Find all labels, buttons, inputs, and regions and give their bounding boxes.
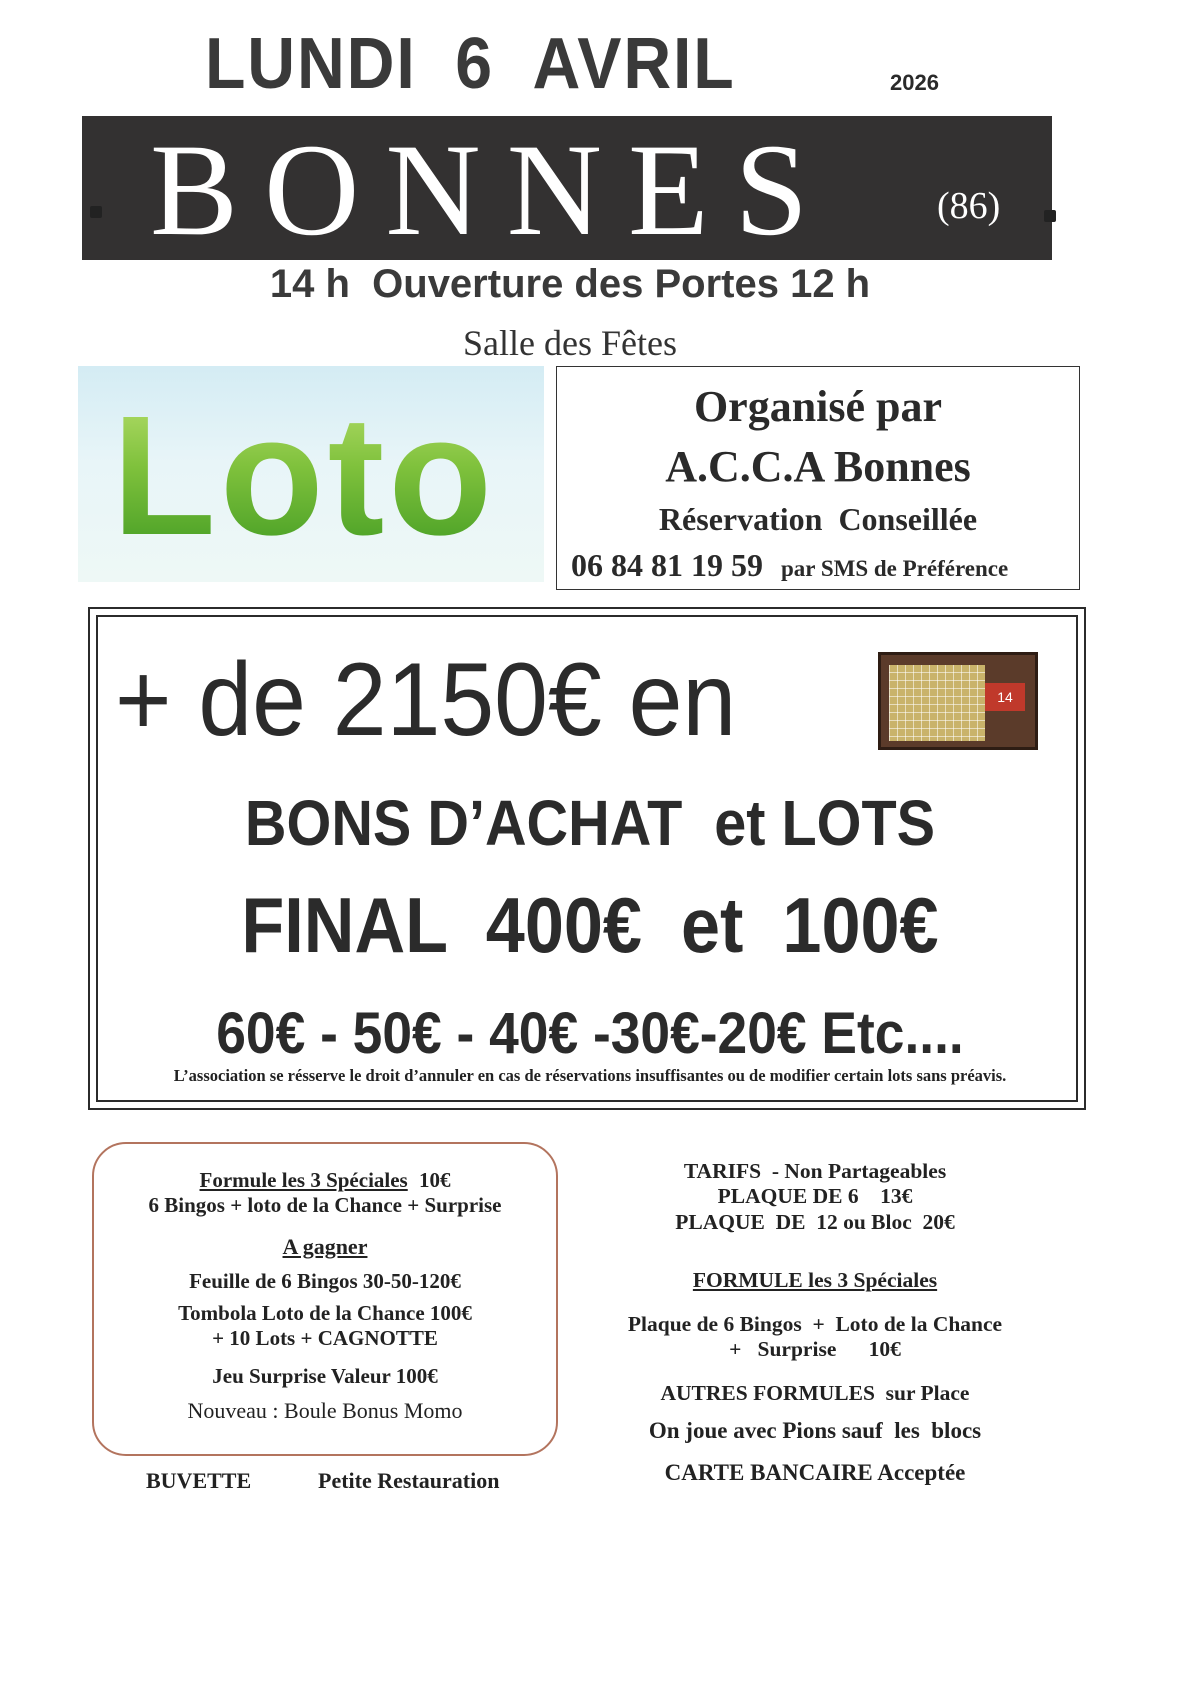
phone-note: par SMS de Préférence [781, 556, 1009, 581]
vouchers-line: BONS D’ACHAT et LOTS [244, 787, 936, 859]
special-formula-title: Formule les 3 Spéciales [199, 1168, 408, 1192]
phone-row [557, 547, 1079, 584]
phone-number: 06 84 81 19 59 [571, 547, 763, 583]
win-item-lots: + 10 Lots + CAGNOTTE [212, 1326, 438, 1350]
bar-label: BUVETTE [146, 1468, 252, 1493]
tariff-formula-title: FORMULE les 3 Spéciales [692, 1268, 938, 1292]
bingo-screen-photo [878, 652, 1038, 750]
pions-note: On joue avec Pions sauf les blocs [648, 1418, 982, 1443]
win-item-bingo-sheet: Feuille de 6 Bingos 30-50-120€ [189, 1269, 461, 1293]
prize-amounts: 60€ - 50€ - 40€ -30€-20€ Etc.... [216, 1001, 964, 1066]
event-day: LUNDI [205, 24, 417, 104]
department-number: (86) [937, 185, 1001, 227]
tariff-line-6: PLAQUE DE 6 13€ [717, 1184, 913, 1208]
opening-hours: 14 h Ouverture des Portes 12 h [269, 262, 871, 306]
tariffs-title: TARIFS - Non Partageables [683, 1159, 947, 1183]
final-prizes: FINAL 400€ et 100€ [241, 881, 939, 969]
town-name: BONNES [150, 116, 835, 263]
other-formulas: AUTRES FORMULES sur Place [660, 1381, 970, 1405]
organizer-name: A.C.C.A Bonnes [665, 442, 971, 491]
prize-headline: + de 2150€ en [115, 642, 737, 758]
win-item-tombola: Tombola Loto de la Chance 100€ [178, 1301, 472, 1325]
loto-logo [78, 366, 544, 582]
venue: Salle des Fêtes [463, 323, 677, 363]
special-formula-price: 10€ [418, 1168, 451, 1192]
special-formula-title-row [92, 1168, 558, 1193]
special-formula-description: 6 Bingos + loto de la Chance + Surprise [148, 1193, 502, 1217]
win-title: A gagner [282, 1234, 368, 1259]
reservation-note: Réservation Conseillée [658, 501, 978, 537]
town-block [82, 116, 1052, 263]
tariff-formula-line2: + Surprise 10€ [729, 1337, 901, 1361]
win-item-new: Nouveau : Boule Bonus Momo [187, 1398, 463, 1423]
card-accepted: CARTE BANCAIRE Acceptée [664, 1460, 966, 1485]
organizer-title: Organisé par [693, 382, 943, 431]
bingo-grid [889, 665, 985, 741]
event-date [205, 22, 775, 106]
bingo-screen-number: 14 [985, 683, 1025, 711]
loto-logo-text: Loto [112, 381, 497, 571]
win-item-surprise: Jeu Surprise Valeur 100€ [212, 1364, 438, 1388]
event-month: AVRIL [532, 24, 736, 104]
food-label: Petite Restauration [318, 1468, 500, 1493]
tariff-formula-line1: Plaque de 6 Bingos + Loto de la Chance [627, 1312, 1003, 1336]
tariff-line-12: PLAQUE DE 12 ou Bloc 20€ [675, 1210, 955, 1234]
disclaimer: L’association se résserve le droit d’annuler en cas de réservations insuffisantes ou de modifier certain lots sans préavis. [173, 1066, 1007, 1085]
event-year: 2026 [890, 70, 939, 95]
event-day-number: 6 [455, 24, 494, 104]
organizer-box [556, 366, 1080, 590]
